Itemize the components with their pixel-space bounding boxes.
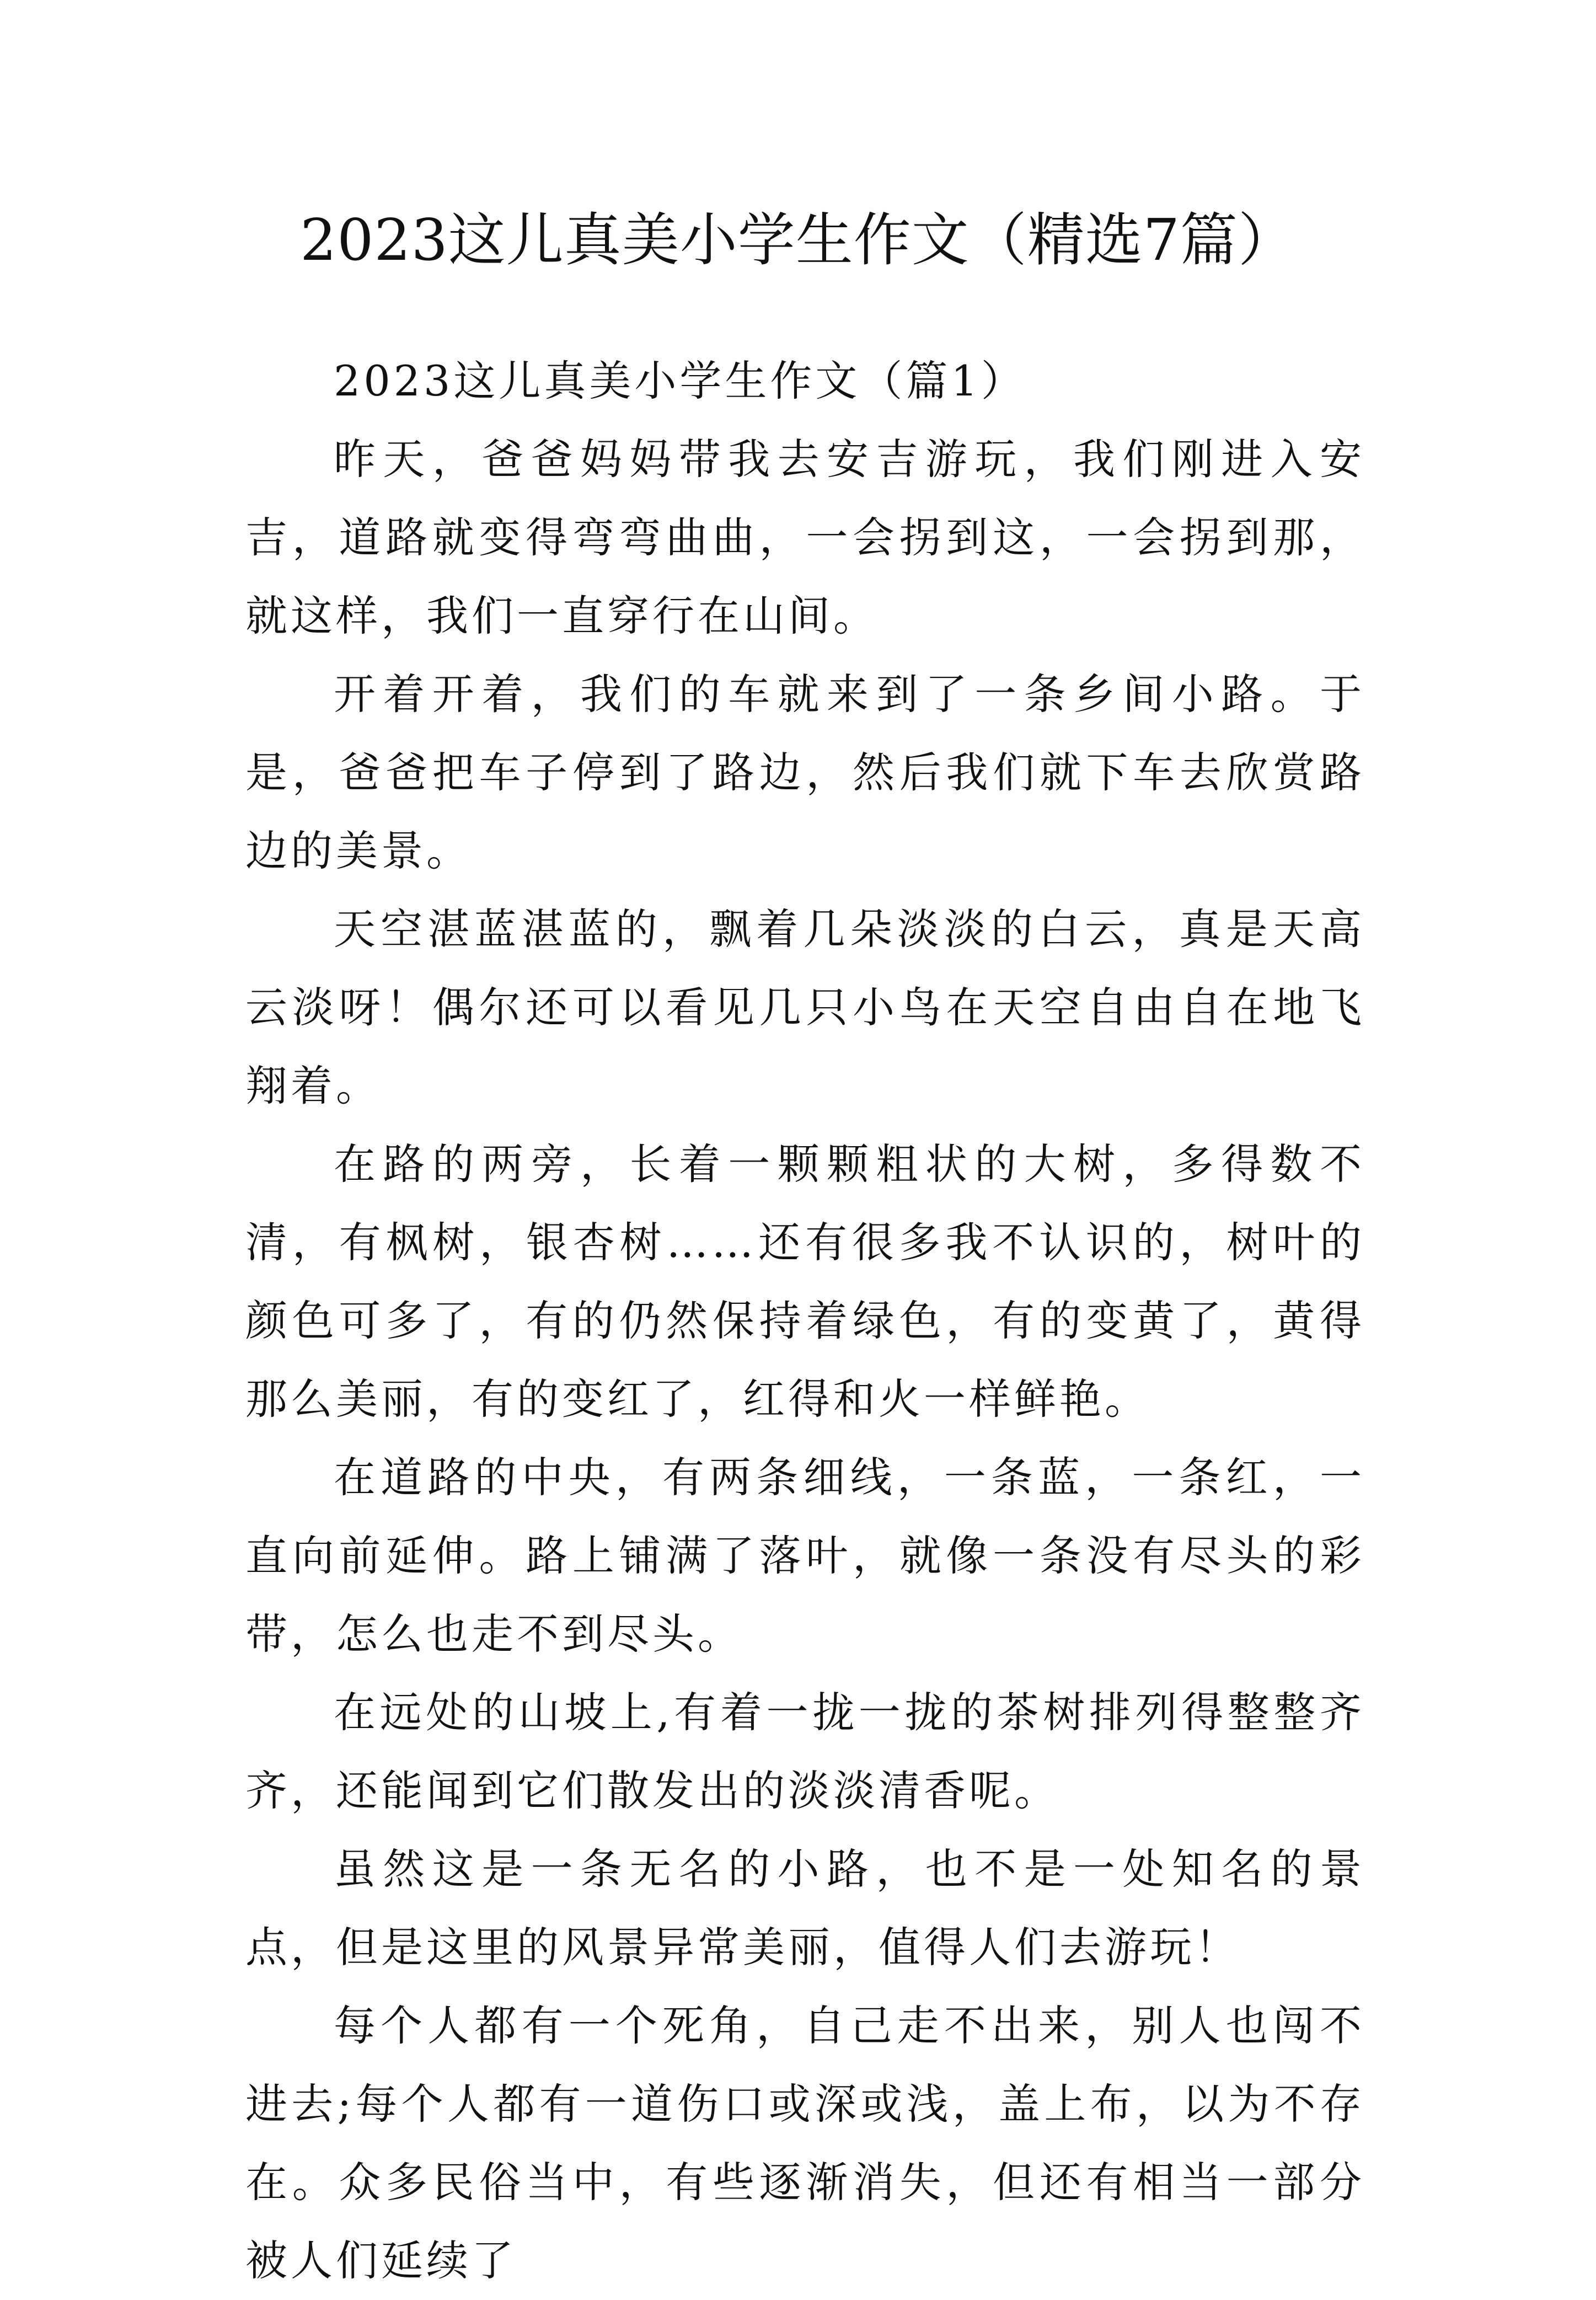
paragraph-6: 在远处的山坡上,有着一拢一拢的茶树排列得整整齐齐，还能闻到它们散发出的淡淡清香呢。 (245, 1688, 1365, 1815)
document-title: 2023这儿真美小学生作文（精选7篇） (300, 206, 1296, 274)
paragraph-1: 昨天，爸爸妈妈带我去安吉游玩，我们刚进入安吉，道路就变得弯弯曲曲，一会拐到这，一会拐到那，就这样，我们一直穿行在山间。 (245, 435, 1365, 640)
document-body (245, 342, 1365, 2300)
paragraph-8: 每个人都有一个死角，自己走不出来，别人也闯不进去;每个人都有一道伤口或深或浅，盖上布，以为不存在。众多民俗当中，有些逐渐消失，但还有相当一部分被人们延续了 (245, 2001, 1365, 2285)
paragraph-3: 天空湛蓝湛蓝的，飘着几朵淡淡的白云，真是天高云淡呀！偶尔还可以看见几只小鸟在天空自由自在地飞翔着。 (245, 905, 1365, 1110)
paragraph-4: 在路的两旁，长着一颗颗粗状的大树，多得数不清，有枫树，银杏树……还有很多我不认识的，树叶的颜色可多了，有的仍然保持着绿色，有的变黄了，黄得那么美丽，有的变红了，红得和火一样鲜艳。 (245, 1140, 1365, 1424)
section-heading: 2023这儿真美小学生作文（篇1） (334, 356, 1026, 405)
paragraph-7: 虽然这是一条无名的小路，也不是一处知名的景点，但是这里的风景异常美丽，值得人们去游玩！ (245, 1844, 1365, 1972)
paragraph-5: 在道路的中央，有两条细线，一条蓝，一条红，一直向前延伸。路上铺满了落叶，就像一条没有尽头的彩带，怎么也走不到尽头。 (245, 1453, 1365, 1659)
paragraph-2: 开着开着，我们的车就来到了一条乡间小路。于是，爸爸把车子停到了路边，然后我们就下车去欣赏路边的美景。 (245, 670, 1365, 875)
